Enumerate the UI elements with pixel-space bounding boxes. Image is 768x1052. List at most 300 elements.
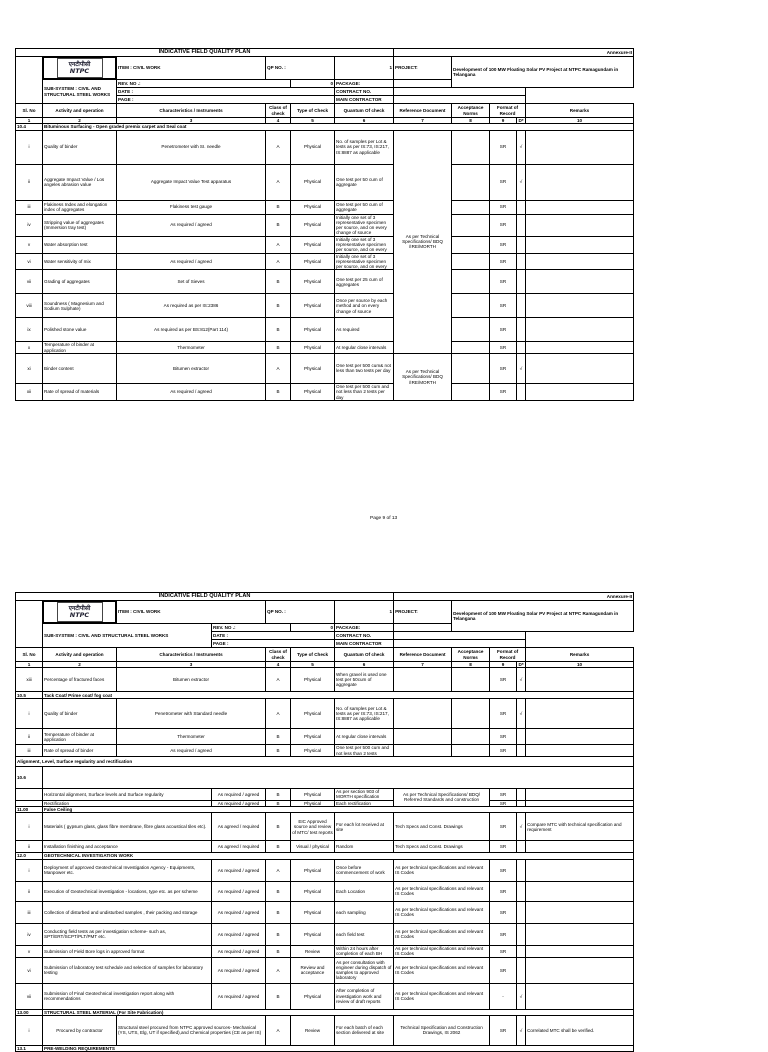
characteristics-cell: Aggregate Impact Value Test apparatus [117, 164, 266, 200]
remarks-cell [526, 788, 634, 800]
quantum-cell: One test per 50 cum of aggregate [335, 200, 394, 214]
remarks-cell [526, 318, 634, 342]
project-label: PROJECT: [394, 601, 452, 624]
type-cell: Physical [291, 383, 335, 400]
class-cell: B [266, 901, 291, 923]
col-reference: Reference Document [394, 648, 452, 662]
check-mark [517, 881, 526, 901]
sl-no: i [16, 859, 43, 881]
section-title: Bituminous Surfacing - Open graded premix carpet and Seal coat [43, 124, 634, 130]
sl-no: i [16, 813, 43, 841]
subsystem-label: SUB-SYSTEM : CIVIL AND STRUCTURAL STEEL WORKS [43, 624, 212, 648]
table-row [16, 164, 634, 200]
format-cell: SR [490, 164, 517, 200]
table-row [16, 200, 634, 214]
class-cell: B [266, 270, 291, 294]
table-row [16, 342, 634, 354]
class-cell: B [266, 923, 291, 945]
quantum-cell: Initially one set of 3 representative specimen per source, and on every [335, 253, 394, 270]
table-row [16, 270, 634, 294]
characteristics-cell: Penetrometer with Standard needle [117, 699, 266, 729]
reference-cell [394, 745, 452, 757]
reference-cell: As per technical specifications and relevant IS Codes [394, 923, 490, 945]
logo-hindi-text: एनटीपीसी [68, 60, 91, 68]
section-number: 10.5 [16, 692, 43, 699]
acceptance-cell [452, 699, 490, 729]
colnum: 1 [16, 118, 43, 124]
table-row [16, 318, 634, 342]
class-cell: A [266, 353, 291, 383]
characteristics-cell: As required / agreed [212, 788, 266, 800]
qp-no-value: 1 [335, 601, 394, 624]
reference-cell: As per Technical Specifications/ BDQ/ Referred Standards and construction [394, 788, 490, 806]
col-remarks: Remarks [526, 104, 634, 118]
reference-cell: As per Technical Specifications/ BDQ /IRE/MORTH [394, 130, 452, 353]
table-row [16, 745, 634, 757]
check-mark: √ [517, 983, 526, 1009]
characteristics-cell: As required as per IS:2386 [117, 294, 266, 318]
characteristics-cell: As required / agreed [117, 383, 266, 400]
activity-cell: Temperature of binder at application [43, 342, 117, 354]
sl-no: iv [16, 923, 43, 945]
table-row [16, 383, 634, 400]
type-cell: Physical [291, 294, 335, 318]
col-quantum: Quantum Of check [335, 104, 394, 118]
check-mark [517, 945, 526, 957]
table-row [16, 766, 634, 788]
table-row [16, 692, 634, 699]
acceptance-cell [452, 729, 490, 745]
format-cell: SR [490, 788, 517, 800]
qp-no-label: QP NO. : [266, 601, 335, 624]
activity-cell: Horizontal alignment, Surface levels and Surface regularity [43, 788, 212, 800]
annexure-label: Annexure-II [394, 49, 634, 57]
reference-cell: Tech Specs and Const. Drawings [394, 813, 490, 841]
sl-no: i [16, 1015, 43, 1045]
colnum: 2 [43, 118, 117, 124]
class-cell: A [266, 253, 291, 270]
check-mark [517, 901, 526, 923]
reference-cell [394, 699, 452, 729]
activity-cell: Execution of Geotechnical investigation - locations, type etc. as per scheme [43, 881, 212, 901]
table-row [16, 1045, 634, 1051]
col-class: Class of check [266, 648, 291, 662]
remarks-cell [526, 294, 634, 318]
colnum: 4 [266, 118, 291, 124]
page2-rows [16, 668, 634, 1052]
type-cell: Visual / physical [291, 841, 335, 853]
acceptance-cell [452, 270, 490, 294]
type-cell: Physical [291, 800, 335, 806]
activity-cell: Soundness ( Magnesium and Sodium Sulphate) [43, 294, 117, 318]
format-cell: SR [490, 745, 517, 757]
activity-cell: Quality of binder [43, 130, 117, 164]
ntpc-logo [43, 57, 116, 79]
table-row [16, 983, 634, 1009]
colnum: 5 [291, 662, 335, 668]
section-number: 10.6 [16, 766, 43, 788]
sl-no: i [16, 699, 43, 729]
characteristics-cell: As required / agreed [212, 923, 266, 945]
reference-cell: Tech Specs and Const. Drawings [394, 841, 490, 853]
quantum-cell: Each Location [335, 881, 394, 901]
type-cell: Physical [291, 164, 335, 200]
type-cell: Physical [291, 353, 335, 383]
quantum-cell: One test per 25 cum of aggregates [335, 270, 394, 294]
table-row [16, 756, 634, 766]
colnum: 9 [490, 118, 517, 124]
remarks-cell [526, 699, 634, 729]
sl-no: vi [16, 957, 43, 983]
check-mark [517, 788, 526, 800]
quantum-cell: As per section 903 of MORTH specification [335, 788, 394, 800]
remarks-cell [526, 923, 634, 945]
acceptance-cell [452, 200, 490, 214]
class-cell: B [266, 729, 291, 745]
colnum: 7 [394, 662, 452, 668]
class-cell: A [266, 859, 291, 881]
characteristics-cell: Bitumen extractor [117, 353, 266, 383]
activity-cell: Submission of Final Geotechnical investigation report along with recommendations [43, 983, 212, 1009]
check-mark [517, 729, 526, 745]
remarks-cell [526, 253, 634, 270]
characteristics-cell: As required / agreed [212, 957, 266, 983]
check-mark: √ [517, 353, 526, 383]
annexure-label: Annexure-II [394, 593, 634, 601]
subsystem-label: SUB-SYSTEM : CIVIL AND STRUCTURAL STEEL WORKS [43, 80, 117, 104]
remarks-cell [526, 859, 634, 881]
table-row [16, 294, 634, 318]
check-mark [517, 294, 526, 318]
col-format: Format of Record [490, 648, 526, 662]
sl-no: iv [16, 214, 43, 236]
type-cell: Physical [291, 668, 335, 692]
col-reference: Reference Document [394, 104, 452, 118]
ntpc-logo [43, 601, 116, 623]
colnum: 8 [452, 662, 490, 668]
format-cell: SR [490, 813, 517, 841]
section-number: 11.00 [16, 807, 43, 813]
characteristics-cell: Penetrometer with SI. needle [117, 130, 266, 164]
remarks-cell [526, 881, 634, 901]
class-cell: B [266, 800, 291, 806]
check-mark [517, 200, 526, 214]
table-row [16, 957, 634, 983]
format-cell: SR [490, 253, 517, 270]
sl-no: iii [16, 901, 43, 923]
type-cell: Physical [291, 270, 335, 294]
type-cell: Physical [291, 788, 335, 800]
check-mark [517, 957, 526, 983]
characteristics-cell: As required / agreed [212, 859, 266, 881]
format-cell: SR [490, 383, 517, 400]
logo-text: NTPC [69, 610, 90, 619]
quantum-cell: Initially one set of 3 representative specimen per source, and on every change of source [335, 214, 394, 236]
remarks-cell [526, 383, 634, 400]
format-cell: - [490, 983, 517, 1009]
remarks-cell [526, 353, 634, 383]
activity-cell: Stripping value of aggregates (Immersion tray test) [43, 214, 117, 236]
col-activity: Activity and operation [43, 104, 117, 118]
acceptance-cell [452, 236, 490, 253]
class-cell: B [266, 745, 291, 757]
activity-cell: Materials ( gypsum glass, glass fibre membrane, fibre glass acoustical tiles etc). [43, 813, 212, 841]
colnum: 6 [335, 662, 394, 668]
table-row [16, 1015, 634, 1045]
col-class: Class of check [266, 104, 291, 118]
activity-cell: Deployment of approved Geotechnical Investigation Agency - Equipments, Manpower etc. [43, 859, 212, 881]
date-label: DATE : [117, 88, 335, 96]
col-acceptance: Acceptance Norms [452, 104, 490, 118]
sl-no: vii [16, 270, 43, 294]
class-cell: A [266, 130, 291, 164]
plan-title: INDICATIVE FIELD QUALITY PLAN [16, 593, 394, 601]
acceptance-cell [452, 214, 490, 236]
check-mark [517, 383, 526, 400]
class-cell: A [266, 957, 291, 983]
acceptance-cell [452, 342, 490, 354]
activity-cell: Submission of laboratory test schedule and selection of samples for laboratory testing [43, 957, 212, 983]
check-mark: √ [517, 164, 526, 200]
acceptance-cell [452, 294, 490, 318]
sl-no: x [16, 342, 43, 354]
check-mark: √ [517, 1015, 526, 1045]
characteristics-cell: As required / agreed [212, 901, 266, 923]
class-cell: B [266, 200, 291, 214]
format-cell: SR [490, 236, 517, 253]
quantum-cell: At regular close intervals [335, 729, 394, 745]
activity-cell: Rectification [43, 800, 212, 806]
acceptance-cell [452, 318, 490, 342]
characteristics-cell: As required / agreed [212, 881, 266, 901]
reference-cell: As per technical specifications and relevant IS Codes [394, 945, 490, 957]
type-cell: Physical [291, 253, 335, 270]
item-label: ITEM : CIVIL WORK [117, 601, 266, 624]
sl-no: v [16, 236, 43, 253]
check-mark [517, 342, 526, 354]
quantum-cell: At regular close intervals [335, 342, 394, 354]
table-row [16, 901, 634, 923]
format-cell: SR [490, 214, 517, 236]
characteristics-cell: As agreed / required [212, 813, 266, 841]
logo-cell [16, 57, 43, 104]
characteristics-cell: As agreed / required [212, 841, 266, 853]
section-number: 13.1 [16, 1045, 43, 1051]
rev-no-label: REV. NO .: [117, 80, 291, 88]
quantum-cell: After completion of investigation work and review of draft reports [335, 983, 394, 1009]
remarks-cell [526, 164, 634, 200]
remarks-cell [526, 945, 634, 957]
check-mark [517, 214, 526, 236]
remarks-cell [526, 729, 634, 745]
section-number: 10.4 [16, 124, 43, 130]
table-row [16, 668, 634, 692]
format-cell: SR [490, 318, 517, 342]
format-cell: SR [490, 294, 517, 318]
project-label: PROJECT: [394, 57, 452, 80]
page-label: PAGE : [117, 96, 335, 104]
sl-no [16, 788, 43, 800]
activity-cell: Percentage of fractured faces [43, 668, 117, 692]
quantum-cell: Once per source by each method and on every change of source [335, 294, 394, 318]
format-cell: SR [490, 200, 517, 214]
class-cell: B [266, 881, 291, 901]
quantum-cell: One test per 500 cum& not less than two tests per day [335, 353, 394, 383]
section-title: Alignment, Level, Surface regularity and rectification [16, 756, 634, 766]
class-cell: B [266, 294, 291, 318]
quantum-cell: As per consultation with engineer during dispatch of samples to approved laboratory [335, 957, 394, 983]
check-mark: √ [517, 699, 526, 729]
activity-cell: Rate of spread of materials [43, 383, 117, 400]
rev-no-value: 0 [291, 624, 335, 632]
date-label: DATE : [212, 632, 335, 640]
main-contractor-label: MAIN CONTRACTOR [335, 96, 394, 104]
table-row [16, 353, 634, 383]
remarks-cell [526, 342, 634, 354]
col-activity: Activity and operation [43, 648, 117, 662]
characteristics-cell: Bitumen extractor [117, 668, 266, 692]
check-mark [517, 745, 526, 757]
type-cell: Review and acceptance [291, 957, 335, 983]
reference-cell: As per technical specifications and relevant IS Codes [394, 901, 490, 923]
sl-no: vi [16, 253, 43, 270]
contract-no-label: CONTRACT NO. [335, 88, 394, 96]
logo-text: NTPC [69, 66, 90, 75]
remarks-cell [526, 957, 634, 983]
remarks-cell [526, 130, 634, 164]
quantum-cell: As required [335, 318, 394, 342]
colnum: 8 [452, 118, 490, 124]
check-mark [517, 923, 526, 945]
sl-no: vii [16, 983, 43, 1009]
colnum: 3 [117, 662, 266, 668]
acceptance-cell [452, 353, 490, 383]
page-label: PAGE : [212, 640, 335, 648]
table-row [16, 945, 634, 957]
class-cell: B [266, 342, 291, 354]
acceptance-cell [452, 130, 490, 164]
table-row [16, 214, 634, 236]
col-type: Type of Check [291, 104, 335, 118]
quantum-cell: Once before commencement of work [335, 859, 394, 881]
table-row [16, 813, 634, 841]
class-cell: A [266, 236, 291, 253]
section-number: 13.00 [16, 1009, 43, 1015]
type-cell: Physical [291, 923, 335, 945]
quantum-cell: Initially one set of 3 representative specimen per source, and on every [335, 236, 394, 253]
type-cell: Review [291, 1015, 335, 1045]
type-cell: Physical [291, 236, 335, 253]
type-cell: Physical [291, 342, 335, 354]
characteristics-cell: As required / agreed [117, 745, 266, 757]
colnum: 10 [526, 118, 634, 124]
format-cell: SR [490, 342, 517, 354]
section-title: STRUCTURAL STEEL MATERIAL (For Site Fabrication) [43, 1009, 634, 1015]
sl-no: viii [16, 294, 43, 318]
col-remarks: Remarks [526, 648, 634, 662]
quantum-cell: No. of samples per Lot & tests as per IS:73, IS:217, IS:8887 as applicable [335, 699, 394, 729]
type-cell: Physical [291, 214, 335, 236]
format-cell: SR [490, 923, 517, 945]
col-acceptance: Acceptance Norms [452, 648, 490, 662]
remarks-cell [526, 270, 634, 294]
format-cell: SR [490, 699, 517, 729]
check-mark [517, 253, 526, 270]
col-characteristics: Characteristics / Instruments [117, 648, 266, 662]
activity-cell: Conducting field tests as per investigation scheme- such as, SPT/ERT/SCPT/PLT/PMT etc. [43, 923, 212, 945]
characteristics-cell: As required / agreed [212, 945, 266, 957]
project-value: Development of 100 MW Floating Solar PV Project at NTPC Ramagundam in Telangana [452, 57, 634, 88]
characteristics-cell [117, 236, 266, 253]
section-title: PRE-WELDING REQUIREMENTS [43, 1045, 634, 1051]
characteristics-cell: As required as per BS:812(Part 114) [117, 318, 266, 342]
activity-cell: Polished stone value [43, 318, 117, 342]
activity-cell: Water sensitivity of mix [43, 253, 117, 270]
check-mark [517, 859, 526, 881]
class-cell: B [266, 318, 291, 342]
quantum-cell: One test per 50 cum of aggregate [335, 164, 394, 200]
format-cell: SR [490, 130, 517, 164]
sl-no: v [16, 945, 43, 957]
activity-cell: Procured by contractor [43, 1015, 117, 1045]
table-row [16, 236, 634, 253]
sl-no: ii [16, 729, 43, 745]
colnum: 7 [394, 118, 452, 124]
sl-no: ii [16, 881, 43, 901]
quantum-cell: One test per 500 cum and not less than 2 tests [335, 745, 394, 757]
package-label: PACKAGE: [335, 80, 394, 88]
reference-cell: As per Technical Specifications/ BDQ /IRE/MORTH [394, 353, 452, 400]
qp-no-value: 1 [335, 57, 394, 80]
remarks-cell: Compare MTC with technical specification and requirement [526, 813, 634, 841]
table-row [16, 923, 634, 945]
type-cell: Physical [291, 859, 335, 881]
col-quantum: Quantum Of check [335, 648, 394, 662]
activity-cell: Flakiness Index and elongation index of aggregates [43, 200, 117, 214]
activity-cell: Installation finishing and acceptance [43, 841, 212, 853]
sl-no: ii [16, 841, 43, 853]
characteristics-cell: Set of Sieves [117, 270, 266, 294]
type-cell: Physical [291, 318, 335, 342]
colnum: D* [518, 118, 524, 123]
logo-hindi-text: एनटीपीसी [68, 604, 91, 612]
section-number: 12.0 [16, 853, 43, 859]
quality-plan-table-1 [15, 48, 634, 401]
remarks-cell [526, 668, 634, 692]
quantum-cell: Each rectification [335, 800, 394, 806]
class-cell: B [266, 813, 291, 841]
colnum: D* [518, 662, 524, 667]
format-cell: SR [490, 668, 517, 692]
remarks-cell [526, 983, 634, 1009]
check-mark [517, 841, 526, 853]
remarks-cell [526, 841, 634, 853]
type-cell: Physical [291, 745, 335, 757]
sheet-page-1 [15, 48, 633, 401]
sl-no: i [16, 130, 43, 164]
class-cell: A [266, 1015, 291, 1045]
format-cell: SR [490, 957, 517, 983]
characteristics-cell: As required / agreed [117, 253, 266, 270]
reference-cell [394, 668, 452, 692]
class-cell: B [266, 214, 291, 236]
reference-cell: Technical Specification and Construction Drawings, IS 2062 [394, 1015, 490, 1045]
table-row [16, 859, 634, 881]
check-mark: √ [517, 668, 526, 692]
class-cell: B [266, 383, 291, 400]
format-cell: SR [490, 945, 517, 957]
class-cell: B [266, 945, 291, 957]
